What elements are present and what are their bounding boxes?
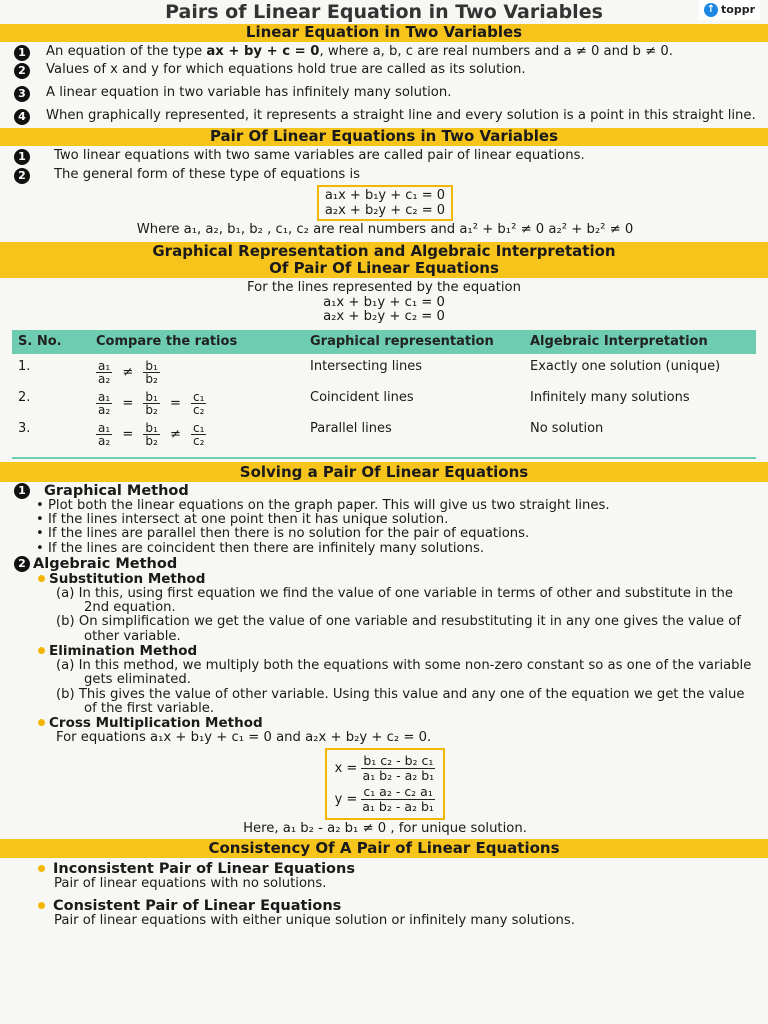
numerator: a₁	[98, 420, 111, 435]
general-form-box	[317, 185, 453, 221]
denominator: c₂	[192, 402, 205, 417]
denominator: a₂	[98, 402, 111, 417]
general-form-box-wrap	[14, 185, 756, 221]
toppr-logo-icon: ↑	[704, 3, 718, 17]
list-item-text: A linear equation in two variable has infinitely many solution.	[46, 85, 452, 100]
operator: =	[169, 395, 181, 411]
list-item	[14, 168, 756, 184]
where-clause: Where a₁, a₂, b₁, b₂ , c₁, c₂ are real numbers and a₁² + b₁² ≠ 0 a₂² + b₂² ≠ 0	[136, 222, 634, 237]
y-label: y =	[334, 792, 358, 808]
cell-graphical: Parallel lines	[310, 420, 392, 436]
ratio-c	[191, 422, 206, 447]
section3-intro	[0, 281, 768, 325]
cell-algebraic: Infinitely many solutions	[530, 389, 690, 405]
substitution-a: (a) In this, using first equation we find the value of one variable in terms of other and substitute in the 2nd equation.	[56, 585, 733, 616]
equation-1: a₁x + b₁y + c₁ = 0	[324, 188, 446, 203]
text-part: , where a, b, c are real numbers and a ≠ 0 and b ≠ 0.	[319, 44, 673, 59]
consistent-text: Pair of linear equations with either unique solution or infinitely many solutions.	[54, 912, 575, 928]
text-part: An equation of the type	[46, 44, 207, 59]
ratio-a	[96, 422, 112, 447]
consistency-title: Consistent Pair of Linear Equations	[53, 897, 342, 914]
section-heading-linear-equation: Linear Equation in Two Variables	[0, 24, 768, 42]
list-item-text: When graphically represented, it represents a straight line and every solution is a point in this straight line.	[46, 108, 756, 123]
numerator: a₁	[98, 389, 111, 404]
x-fraction	[361, 754, 435, 783]
x-label: x =	[334, 761, 358, 777]
operator: =	[122, 426, 134, 442]
section1-list	[0, 42, 768, 125]
point: • If the lines are coincident then there are infinitely many solutions.	[36, 540, 485, 556]
number-badge: 1	[14, 45, 30, 61]
method-graphical-heading	[14, 483, 756, 499]
equation-1: a₁x + b₁y + c₁ = 0	[323, 294, 445, 310]
list-item	[14, 149, 756, 165]
bullet-dot-icon	[38, 575, 45, 582]
list-item-text: Two linear equations with two same variables are called pair of linear equations.	[54, 148, 585, 163]
cell-sno: 2.	[18, 389, 31, 405]
x-formula	[335, 754, 436, 783]
cell-ratios	[90, 387, 304, 418]
y-formula	[335, 785, 436, 814]
section-heading-solving: Solving a Pair Of Linear Equations	[0, 462, 768, 482]
toppr-logo-text: toppr	[721, 3, 755, 16]
unique-solution-note: Here, a₁ b₂ - a₂ b₁ ≠ 0 , for unique solution.	[243, 821, 527, 837]
table-header-row	[12, 330, 756, 354]
number-badge: 2	[14, 63, 30, 79]
heading-line-1: Graphical Representation and Algebraic Interpretation	[152, 242, 616, 260]
denominator: b₂	[145, 371, 158, 386]
bullet-dot-icon	[38, 865, 45, 872]
ratio-b	[143, 360, 159, 385]
list-item-text: Values of x and y for which equations hold true are called as its solution.	[46, 62, 526, 77]
cross-intro: For equations a₁x + b₁y + c₁ = 0 and a₂x + b₂y + c₂ = 0.	[56, 729, 432, 745]
number-badge: 3	[14, 86, 30, 102]
elimination-a: (a) In this method, we multiply both the equations with some non-zero constant so as one of the variable gets eliminated.	[56, 657, 752, 688]
section4-body	[0, 482, 768, 838]
col-header-sno: S. No.	[12, 330, 90, 354]
numerator: b₁	[145, 389, 158, 404]
method-algebraic-heading	[14, 556, 756, 572]
denominator: c₂	[192, 433, 205, 448]
equation-2: a₂x + b₂y + c₂ = 0	[323, 309, 445, 324]
cell-sno: 1.	[18, 358, 31, 374]
consistent-heading	[38, 898, 756, 914]
table-row	[12, 354, 756, 387]
operator: =	[122, 395, 134, 411]
cross-formula-wrap	[14, 748, 756, 820]
inconsistent-heading	[38, 861, 756, 877]
elimination-b: (b) This gives the value of other variable. Using this value and any one of the equation we get the value of the first variable.	[56, 686, 745, 716]
ratio-a	[96, 360, 112, 385]
equation-bold: ax + by + c = 0	[206, 44, 320, 59]
number-badge: 2	[14, 556, 30, 572]
section-heading-graphical	[0, 242, 768, 278]
page-title-text: Pairs of Linear Equation in Two Variables	[165, 1, 603, 23]
point: • If the lines intersect at one point then it has unique solution.	[36, 511, 449, 527]
comparison-table	[12, 330, 756, 457]
col-header-graphical: Graphical representation	[304, 330, 524, 354]
denominator: b₂	[145, 433, 158, 448]
numerator: b₁	[145, 358, 158, 373]
toppr-logo	[699, 0, 760, 20]
intro-text: For the lines represented by the equation	[247, 280, 521, 295]
section-heading-consistency: Consistency Of A Pair of Linear Equations	[0, 839, 768, 858]
numerator: b₁ c₂ - b₂ c₁	[363, 753, 434, 769]
list-item-text: The general form of these type of equations is	[54, 167, 361, 182]
col-header-algebraic: Algebraic Interpretation	[524, 330, 756, 354]
table-row	[12, 387, 756, 418]
numerator: b₁	[145, 420, 158, 435]
operator: ≠	[169, 426, 181, 442]
submethod-title: Elimination Method	[49, 643, 198, 660]
numerator: c₁ a₂ - c₂ a₁	[363, 784, 433, 800]
denominator: a₁ b₂ - a₂ b₁	[362, 768, 435, 784]
number-badge: 1	[14, 149, 30, 165]
y-fraction	[361, 785, 435, 814]
denominator: b₂	[145, 402, 158, 417]
numerator: a₁	[98, 358, 111, 373]
list-item	[14, 45, 756, 61]
ratio-b	[143, 391, 159, 416]
denominator: a₂	[98, 433, 111, 448]
inconsistent-text: Pair of linear equations with no solutions.	[54, 876, 327, 892]
table-row	[12, 418, 756, 457]
ratio-c	[191, 391, 206, 416]
denominator: a₁ b₂ - a₂ b₁	[362, 799, 434, 815]
number-badge: 2	[14, 168, 30, 184]
cross-multiplication-heading	[38, 716, 756, 731]
list-item	[14, 63, 756, 79]
cell-sno: 3.	[18, 420, 31, 436]
ratio-a	[96, 391, 112, 416]
col-header-ratios: Compare the ratios	[90, 330, 304, 354]
method-title: Algebraic Method	[33, 556, 178, 573]
substitution-b: (b) On simplification we get the value of one variable and resubstituting it in any one gives the value of other variable.	[56, 614, 741, 644]
bullet-dot-icon	[38, 902, 45, 909]
cell-graphical: Intersecting lines	[310, 358, 422, 374]
cell-algebraic: Exactly one solution (unique)	[530, 358, 721, 374]
algebraic-submethods	[14, 572, 756, 745]
page-title	[0, 0, 768, 24]
section2-body	[0, 146, 768, 238]
list-item	[14, 86, 756, 102]
number-badge: 1	[14, 483, 30, 499]
cell-ratios	[90, 418, 304, 457]
method-title: Graphical Method	[44, 482, 189, 499]
table-divider	[12, 457, 756, 459]
numerator: c₁	[192, 389, 205, 404]
cross-formula-box	[325, 748, 446, 820]
consistency-title: Inconsistent Pair of Linear Equations	[53, 861, 355, 878]
number-badge: 4	[14, 109, 30, 125]
ratio-b	[143, 422, 159, 447]
point: • Plot both the linear equations on the graph paper. This will give us two straight lines.	[36, 497, 610, 513]
submethod-title: Substitution Method	[49, 571, 206, 588]
method-graphical-points	[14, 499, 756, 557]
bullet-dot-icon	[38, 647, 45, 654]
equation-2: a₂x + b₂y + c₂ = 0	[324, 203, 446, 218]
cell-graphical: Coincident lines	[310, 389, 414, 405]
section5-body	[0, 858, 768, 928]
cell-algebraic: No solution	[530, 420, 604, 436]
list-item	[14, 109, 756, 125]
list-item-text	[46, 45, 673, 61]
cell-ratios	[90, 354, 304, 387]
submethod-title: Cross Multiplication Method	[49, 715, 263, 732]
bullet-dot-icon	[38, 719, 45, 726]
heading-line-2: Of Pair Of Linear Equations	[269, 259, 499, 277]
point: • If the lines are parallel then there is no solution for the pair of equations.	[36, 526, 530, 542]
elimination-heading	[38, 644, 756, 659]
substitution-heading	[38, 572, 756, 587]
section-heading-pair-of-equations: Pair Of Linear Equations in Two Variables	[0, 128, 768, 146]
denominator: a₂	[98, 371, 111, 386]
numerator: c₁	[192, 420, 205, 435]
operator: ≠	[122, 364, 134, 380]
